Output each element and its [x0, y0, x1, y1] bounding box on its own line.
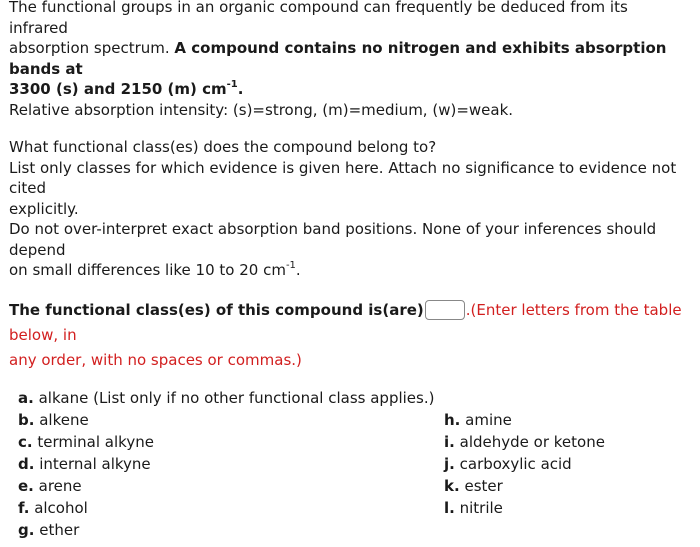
option-letter: k.: [444, 476, 460, 495]
option-name: ether: [39, 520, 80, 539]
class-option: [18, 519, 434, 541]
class-option: [18, 387, 434, 409]
option-name: internal alkyne: [39, 454, 151, 473]
option-letter: e.: [18, 476, 34, 495]
class-option: [18, 453, 434, 475]
intro-bold-text: 3300 (s) and 2150 (m) cm: [9, 80, 227, 98]
class-option: [18, 409, 434, 431]
class-option: [444, 431, 605, 453]
option-letter: j.: [444, 454, 455, 473]
instruction-line: [9, 260, 691, 281]
class-column-right: [444, 409, 605, 519]
superscript: -1: [285, 260, 296, 271]
answer-hint: .(Enter letters from the table below, in: [9, 300, 682, 344]
option-letter: f.: [18, 498, 30, 517]
answer-label: The functional class(es) of this compound is(are): [9, 300, 424, 319]
option-name: alcohol: [34, 498, 88, 517]
class-option: [444, 497, 605, 519]
intro-bold-text: A compound contains no nitrogen and exhibits absorption bands at: [9, 39, 667, 78]
class-option: [444, 475, 605, 497]
option-name: carboxylic acid: [459, 454, 572, 473]
class-option: [18, 475, 434, 497]
option-name: terminal alkyne: [37, 432, 154, 451]
option-letter: h.: [444, 410, 461, 429]
answer-row: [9, 298, 691, 373]
class-table: [9, 387, 691, 547]
spacer: [9, 120, 691, 137]
option-name: ester: [464, 476, 503, 495]
option-letter: l.: [444, 498, 455, 517]
class-option: [18, 497, 434, 519]
intro-line: [9, 100, 691, 121]
period: .: [237, 80, 244, 98]
class-column-left: [18, 387, 434, 541]
class-option: [444, 409, 605, 431]
instruction-text: on small differences like 10 to 20 cm: [9, 261, 286, 279]
option-letter: i.: [444, 432, 455, 451]
question-paragraph: [9, 137, 691, 281]
class-option: [18, 431, 434, 453]
instruction-text: Do not over-interpret exact absorption band positions. None of your inferences should depend: [9, 220, 657, 259]
option-name: alkane (List only if no other functional class applies.): [38, 388, 435, 407]
superscript: -1: [226, 79, 238, 90]
intro-text: The functional groups in an organic compound can frequently be deduced from its infrared: [9, 0, 628, 37]
option-name: nitrile: [459, 498, 503, 517]
intro-paragraph: [9, 0, 691, 120]
intro-line: [9, 38, 691, 79]
option-letter: g.: [18, 520, 35, 539]
intro-line: [9, 79, 691, 100]
option-letter: b.: [18, 410, 35, 429]
class-option: [444, 453, 605, 475]
instruction-text: List only classes for which evidence is given here. Attach no significance to evidence not cited: [9, 158, 677, 197]
option-letter: c.: [18, 432, 33, 451]
option-letter: d.: [18, 454, 35, 473]
option-name: aldehyde or ketone: [459, 432, 605, 451]
option-name: arene: [38, 476, 82, 495]
intro-line: [9, 0, 691, 38]
instruction-text: explicitly.: [9, 199, 79, 218]
period: .: [295, 261, 301, 279]
intro-text: absorption spectrum.: [9, 39, 175, 57]
option-letter: a.: [18, 388, 34, 407]
answer-input[interactable]: [425, 300, 465, 320]
option-name: alkene: [39, 410, 89, 429]
intensity-legend: Relative absorption intensity: (s)=strong, (m)=medium, (w)=weak.: [9, 100, 514, 119]
answer-hint: any order, with no spaces or commas.): [9, 350, 302, 369]
question-text: What functional class(es) does the compound belong to?: [9, 138, 437, 156]
option-name: amine: [465, 410, 512, 429]
